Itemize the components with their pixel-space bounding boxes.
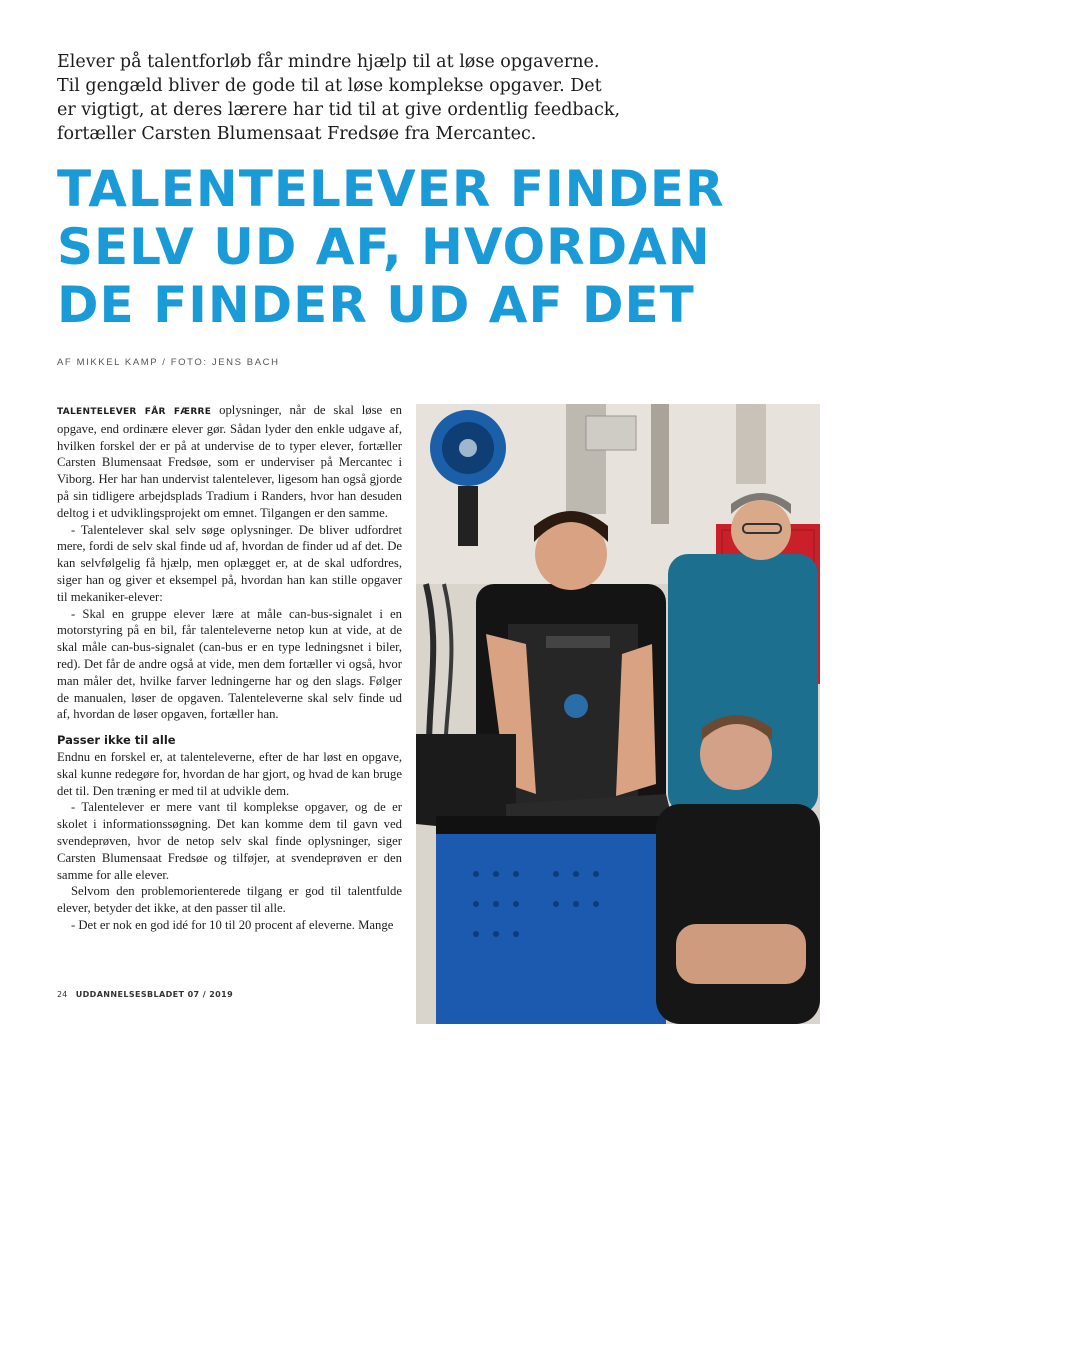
byline: AF MIKKEL KAMP / FOTO: JENS BACH: [57, 357, 280, 368]
photo-caption: Talenteleverne lærer selv at søge oplysningerne.: [852, 1331, 1030, 1357]
intro-line: fortæller Carsten Blumensaat Fredsøe fra Mercantec.: [57, 124, 537, 144]
paragraph: - Talentelever er mere vant til komplekse opgaver, og de er skolet i informationssøgning. Det kan komme dem til gavn ved svendeprøven, hvor de netop selv skal finde oplysninger, siger Carsten Blumensaat Fredsøe og tilføjer, at svendeprøven er den samme for alle elever.: [57, 800, 402, 882]
paragraph: - Det er nok en god idé for 10 til 20 procent af eleverne. Mange: [71, 917, 394, 932]
page-number: 24: [57, 990, 68, 999]
paragraph: TALENTELEVER FÅR FÆRRE oplysninger, når de skal løse en opgave, end ordinære elever gør. Sådan lyder den enkle udgave af, hvilken forskel der er på at undervise de to typer elever, fortæller Carsten Blumensaat Fredsøe, som er underviser på Mercantec i Viborg. Her har han undervist talentelever, ligesom han også gjorde på sin tidligere arbejdsplads Tradium i Randers, hvor han desuden deltog i et udviklingsprojekt om emnet. Tilgangen er den samme.: [57, 403, 402, 520]
article-photo: [416, 404, 1030, 1357]
page-footer: [57, 990, 233, 999]
lead-in: TALENTELEVER FÅR FÆRRE: [57, 407, 212, 417]
intro-line: Elever på talentforløb får mindre hjælp til at løse opgaverne.: [57, 52, 600, 72]
intro-line: er vigtigt, at deres lærere har tid til at give ordentlig feedback,: [57, 100, 621, 120]
paragraph: Selvom den problemorienterede tilgang er god til talentfulde elever, betyder det ikke, at den passer til alle.: [57, 884, 402, 916]
magazine-name: UDDANNELSESBLADET 07 / 2019: [75, 990, 234, 999]
intro-line: Til gengæld bliver de gode til at løse komplekse opgaver. Det: [57, 76, 602, 96]
paragraph: - Talentelever skal selv søge oplysninger. De bliver udfordret mere, fordi de selv skal finde ud af, hvordan de finder ud af det. De kan selvfølgelig få hjælp, men oplægget er, at de skal udfordres, siger han og giver et eksempel på, hvordan han kan stille opgaver til mekaniker-elever:: [57, 522, 402, 604]
subheading: Passer ikke til alle: [57, 733, 176, 748]
article-body: [57, 402, 402, 934]
paragraph: Endnu en forskel er, at talenteleverne, efter de har løst en opgave, skal kunne redegøre for, hvordan de har gjort, og hvad de kan bruge det til. Den træning er med til at udvikle dem.: [57, 749, 402, 798]
paragraph: - Skal en gruppe elever lære at måle can-bus-signalet i en motorstyring på en bil, får talenteleverne netop kun at vide, at de skal måle can-bus-signalet (can-bus er en type ledningsnet i biler, red). Det får de andre også at vide, men dem fortæller vi også, hvor man måler det, hvilke farver ledningerne har og den slags. Følger de manualen, løser de opgaven. Talenteleverne skal selv finde ud af, hvordan de løser opgaven, fortæller han.: [57, 606, 402, 722]
headline-line: DE FINDER UD AF DET: [57, 276, 695, 334]
headline: [57, 160, 817, 334]
headline-line: TALENTELEVER FINDER: [57, 160, 725, 218]
intro-deck: [57, 50, 777, 146]
headline-line: SELV UD AF, HVORDAN: [57, 218, 711, 276]
